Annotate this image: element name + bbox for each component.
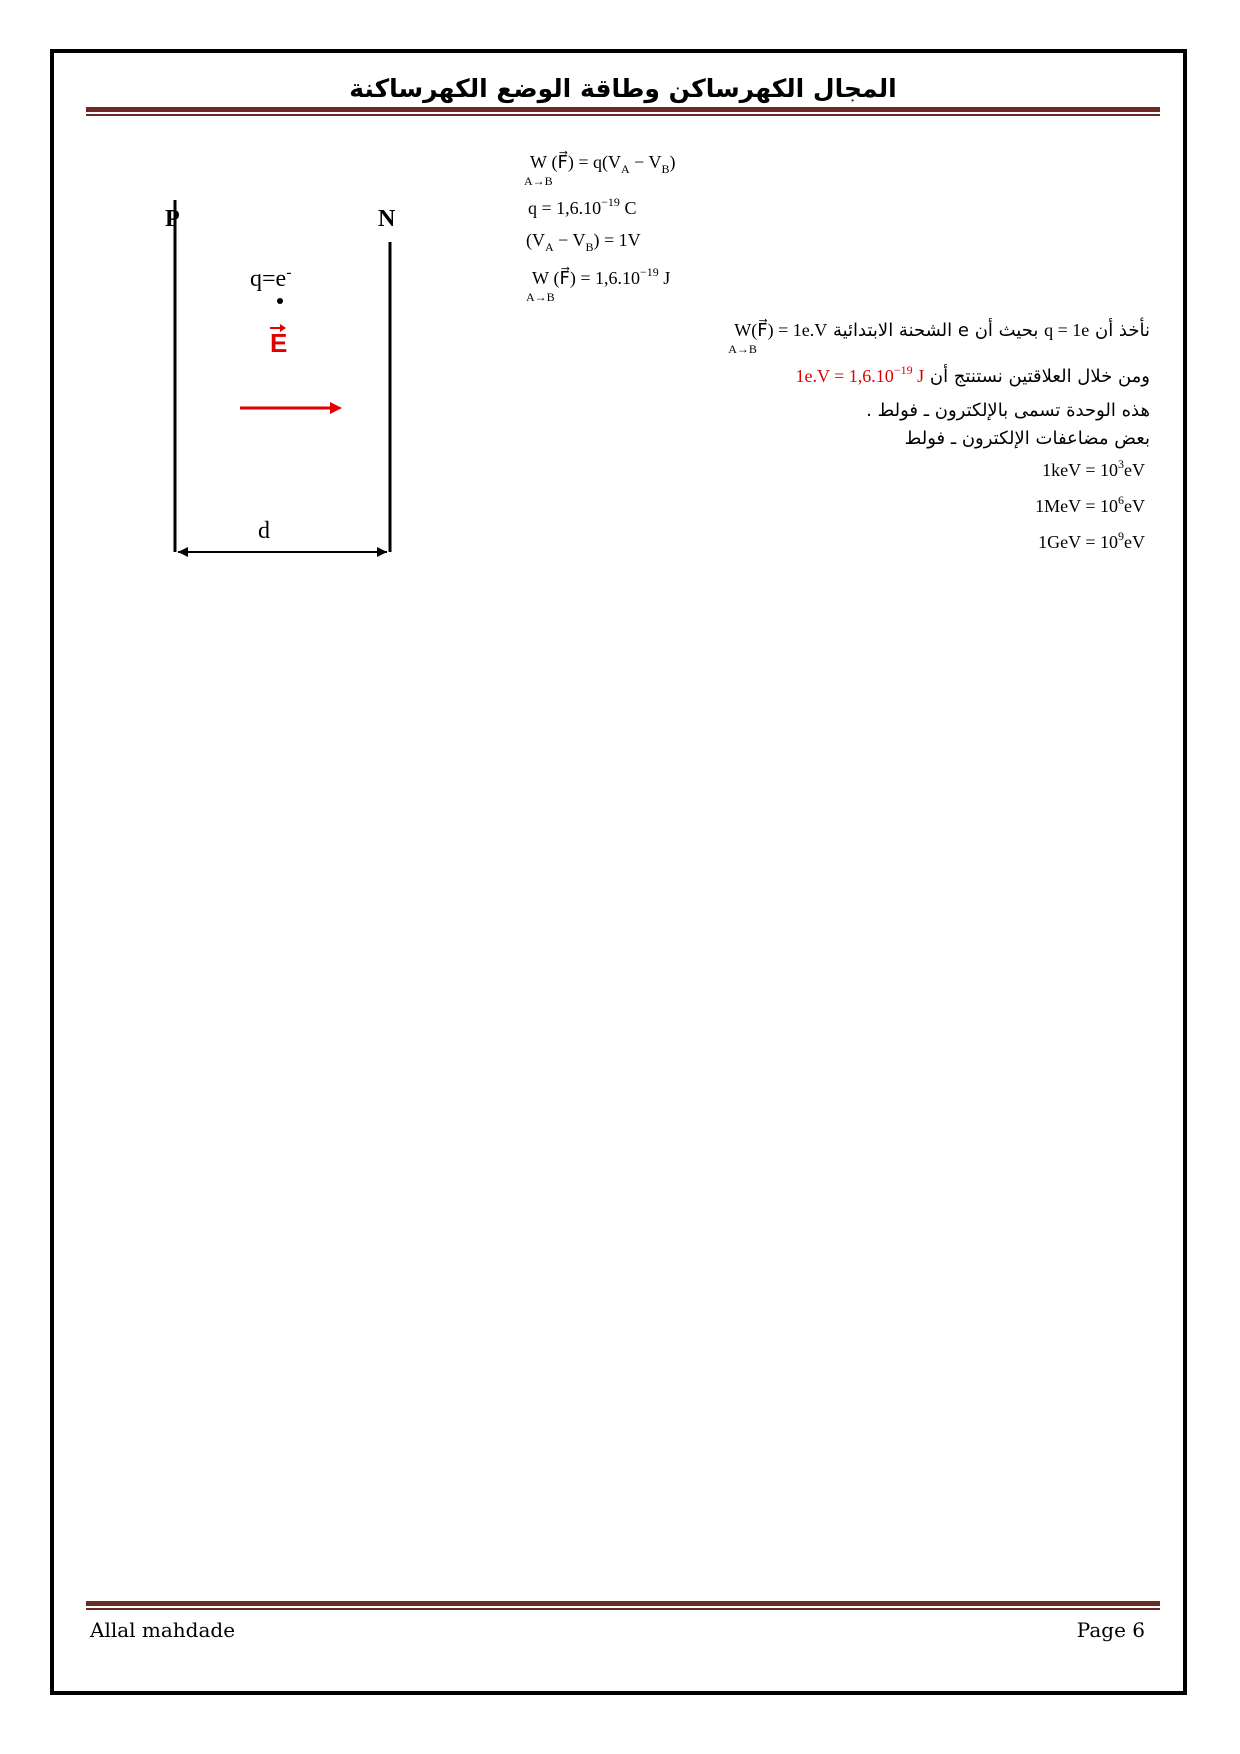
charge-equation: $q = 1,6.10^{-19}$ C <box>528 195 637 218</box>
header-rule <box>86 107 1160 116</box>
field-label: E <box>270 328 288 358</box>
capacitor-figure <box>150 200 410 580</box>
distance-arrow-left-head <box>178 547 188 557</box>
plate-p-label: P <box>165 206 180 232</box>
text-line-3: هذه الوحدة تسمى بالإلكترون ـ فولط . <box>866 400 1150 421</box>
multiple-mev: $1MeV = 10^6eV$ <box>1035 493 1145 516</box>
charge-dot <box>277 298 283 304</box>
field-arrow-head <box>330 402 342 414</box>
text-line-2: ومن خلال العلاقتين نستنتج أن $1e.V = 1,6.10^{-19}$ J <box>795 363 1150 387</box>
text-line-4: بعض مضاعفات الإلكترون ـ فولط <box>904 428 1150 449</box>
distance-arrow-right-head <box>377 547 387 557</box>
multiple-kev: $1keV = 10^3eV$ <box>1042 457 1145 480</box>
distance-label: d <box>258 518 270 544</box>
footer-author: Allal mahdade <box>90 1618 236 1642</box>
capacitor-diagram <box>150 200 410 580</box>
work-value-equation: W A→B (F⃗) = $1,6.10^{-19}$ J <box>526 265 671 304</box>
charge-label: q=e- <box>250 264 292 292</box>
text-line-1: نأخذ أن q = 1e بحيث أن e الشحنة الابتدائية W A→B (F⃗) = 1e.V <box>728 320 1150 356</box>
multiple-gev: $1GeV = 10^9eV$ <box>1038 529 1145 552</box>
footer-rule <box>86 1601 1160 1610</box>
voltage-equation: $(V_A - V_B) = 1V$ <box>526 230 641 254</box>
work-equation: W A→B (F⃗) = $q(V_A - V_B)$ <box>524 152 676 188</box>
footer-page-number: Page 6 <box>1076 1618 1145 1642</box>
plate-n-label: N <box>378 206 396 232</box>
page-title: المجال الكهرساكن وطاقة الوضع الكهرساكنة <box>349 74 897 103</box>
